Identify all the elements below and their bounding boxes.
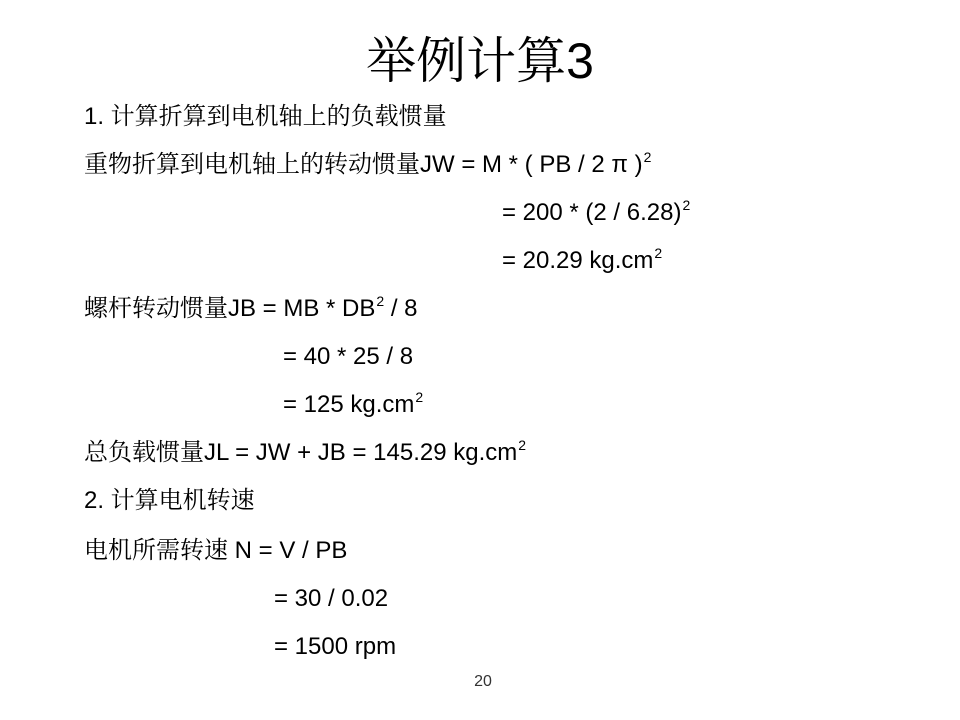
page-number: 20 <box>474 673 492 690</box>
jw-result <box>502 245 662 279</box>
step2-heading: 2. 计算电机转速 <box>84 487 255 514</box>
jw-calculation <box>502 197 690 231</box>
jb-formula <box>84 293 418 327</box>
jb-calculation: = 40 * 25 / 8 <box>283 343 414 370</box>
jw-result-exponent: 2 <box>654 245 663 261</box>
jb-formula-text-b: / 8 <box>384 295 418 322</box>
step1-heading: 1. 计算折算到电机轴上的负载惯量 <box>84 103 447 130</box>
jl-total-exponent: 2 <box>518 437 527 453</box>
jw-calculation-text: = 200 * (2 / 6.28) <box>502 199 682 226</box>
jw-formula <box>84 149 651 183</box>
jb-formula-text-a: 螺杆转动惯量JB = MB * DB <box>84 295 376 322</box>
speed-result: = 1500 rpm <box>274 633 397 660</box>
jw-formula-exponent: 2 <box>643 149 652 165</box>
speed-calculation: = 30 / 0.02 <box>274 585 389 612</box>
jw-formula-text: 重物折算到电机轴上的转动惯量JW = M * ( PB / 2 π ) <box>84 151 643 178</box>
jb-result <box>283 389 423 423</box>
jw-result-text: = 20.29 kg.cm <box>502 247 654 274</box>
jl-total <box>84 437 526 471</box>
jb-formula-exponent: 2 <box>376 293 385 309</box>
jb-result-exponent: 2 <box>415 389 424 405</box>
speed-formula: 电机所需转速 N = V / PB <box>84 537 348 564</box>
jw-calculation-exponent: 2 <box>682 197 691 213</box>
slide-title: 举例计算3 <box>366 33 594 89</box>
jl-total-text: 总负载惯量JL = JW + JB = 145.29 kg.cm <box>84 439 518 466</box>
jb-result-text: = 125 kg.cm <box>283 391 415 418</box>
